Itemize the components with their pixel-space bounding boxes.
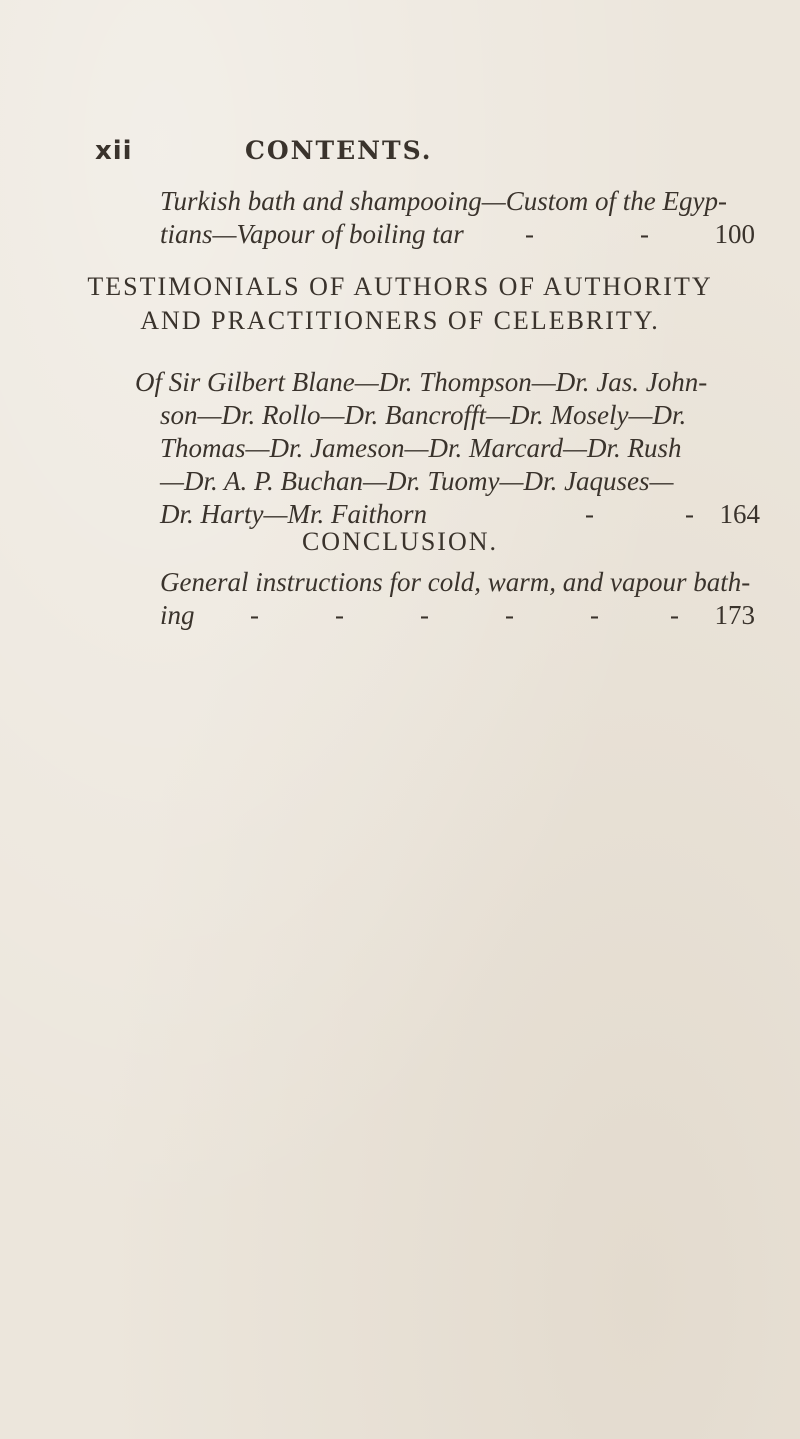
- leader-dash: -: [250, 600, 259, 630]
- entry-line-text: ing: [160, 600, 195, 630]
- conclusion-heading: [0, 525, 800, 559]
- entry-line-text: tians—Vapour of boiling tar: [160, 219, 464, 249]
- entry-line: [160, 218, 755, 251]
- leader-dash: -: [420, 600, 429, 630]
- page-header: [95, 136, 755, 176]
- testimonials-heading: [0, 270, 800, 338]
- leader-dash: -: [640, 219, 649, 249]
- page-number: 100: [714, 219, 755, 249]
- leader-dash: -: [525, 219, 534, 249]
- contents-entry-turkish-bath: [160, 185, 755, 251]
- entry-line: Thomas—Dr. Jameson—Dr. Marcard—Dr. Rush: [160, 433, 682, 463]
- heading-line: CONCLUSION.: [301, 527, 499, 556]
- contents-entry-conclusion: [160, 566, 755, 632]
- heading-line: TESTIMONIALS OF AUTHORS OF AUTHORITY: [87, 272, 713, 301]
- entry-line: [160, 599, 755, 632]
- entry-line: General instructions for cold, warm, and vapour bath-: [160, 567, 751, 597]
- page-number: 173: [714, 600, 755, 630]
- entry-line: Turkish bath and shampooing—Custom of the Egyp-: [160, 186, 728, 216]
- leader-dash: -: [685, 499, 694, 529]
- leader-dash: -: [590, 600, 599, 630]
- folio-number: xii: [95, 136, 133, 166]
- leader-dash: -: [585, 499, 594, 529]
- page-number: 164: [719, 499, 760, 529]
- entry-line: son—Dr. Rollo—Dr. Bancrofft—Dr. Mosely—Dr.: [160, 400, 687, 430]
- leader-dash: -: [670, 600, 679, 630]
- entry-line-text: Dr. Harty—Mr. Faithorn: [160, 499, 428, 529]
- running-head: CONTENTS.: [245, 136, 433, 165]
- leader-dash: -: [505, 600, 514, 630]
- contents-entry-testimonials: [135, 366, 760, 531]
- leader-dash: -: [335, 600, 344, 630]
- heading-line: AND PRACTITIONERS OF CELEBRITY.: [140, 306, 660, 335]
- entry-line: Of Sir Gilbert Blane—Dr. Thompson—Dr. Jas. John-: [135, 367, 708, 397]
- entry-line: —Dr. A. P. Buchan—Dr. Tuomy—Dr. Jaquses—: [160, 466, 674, 496]
